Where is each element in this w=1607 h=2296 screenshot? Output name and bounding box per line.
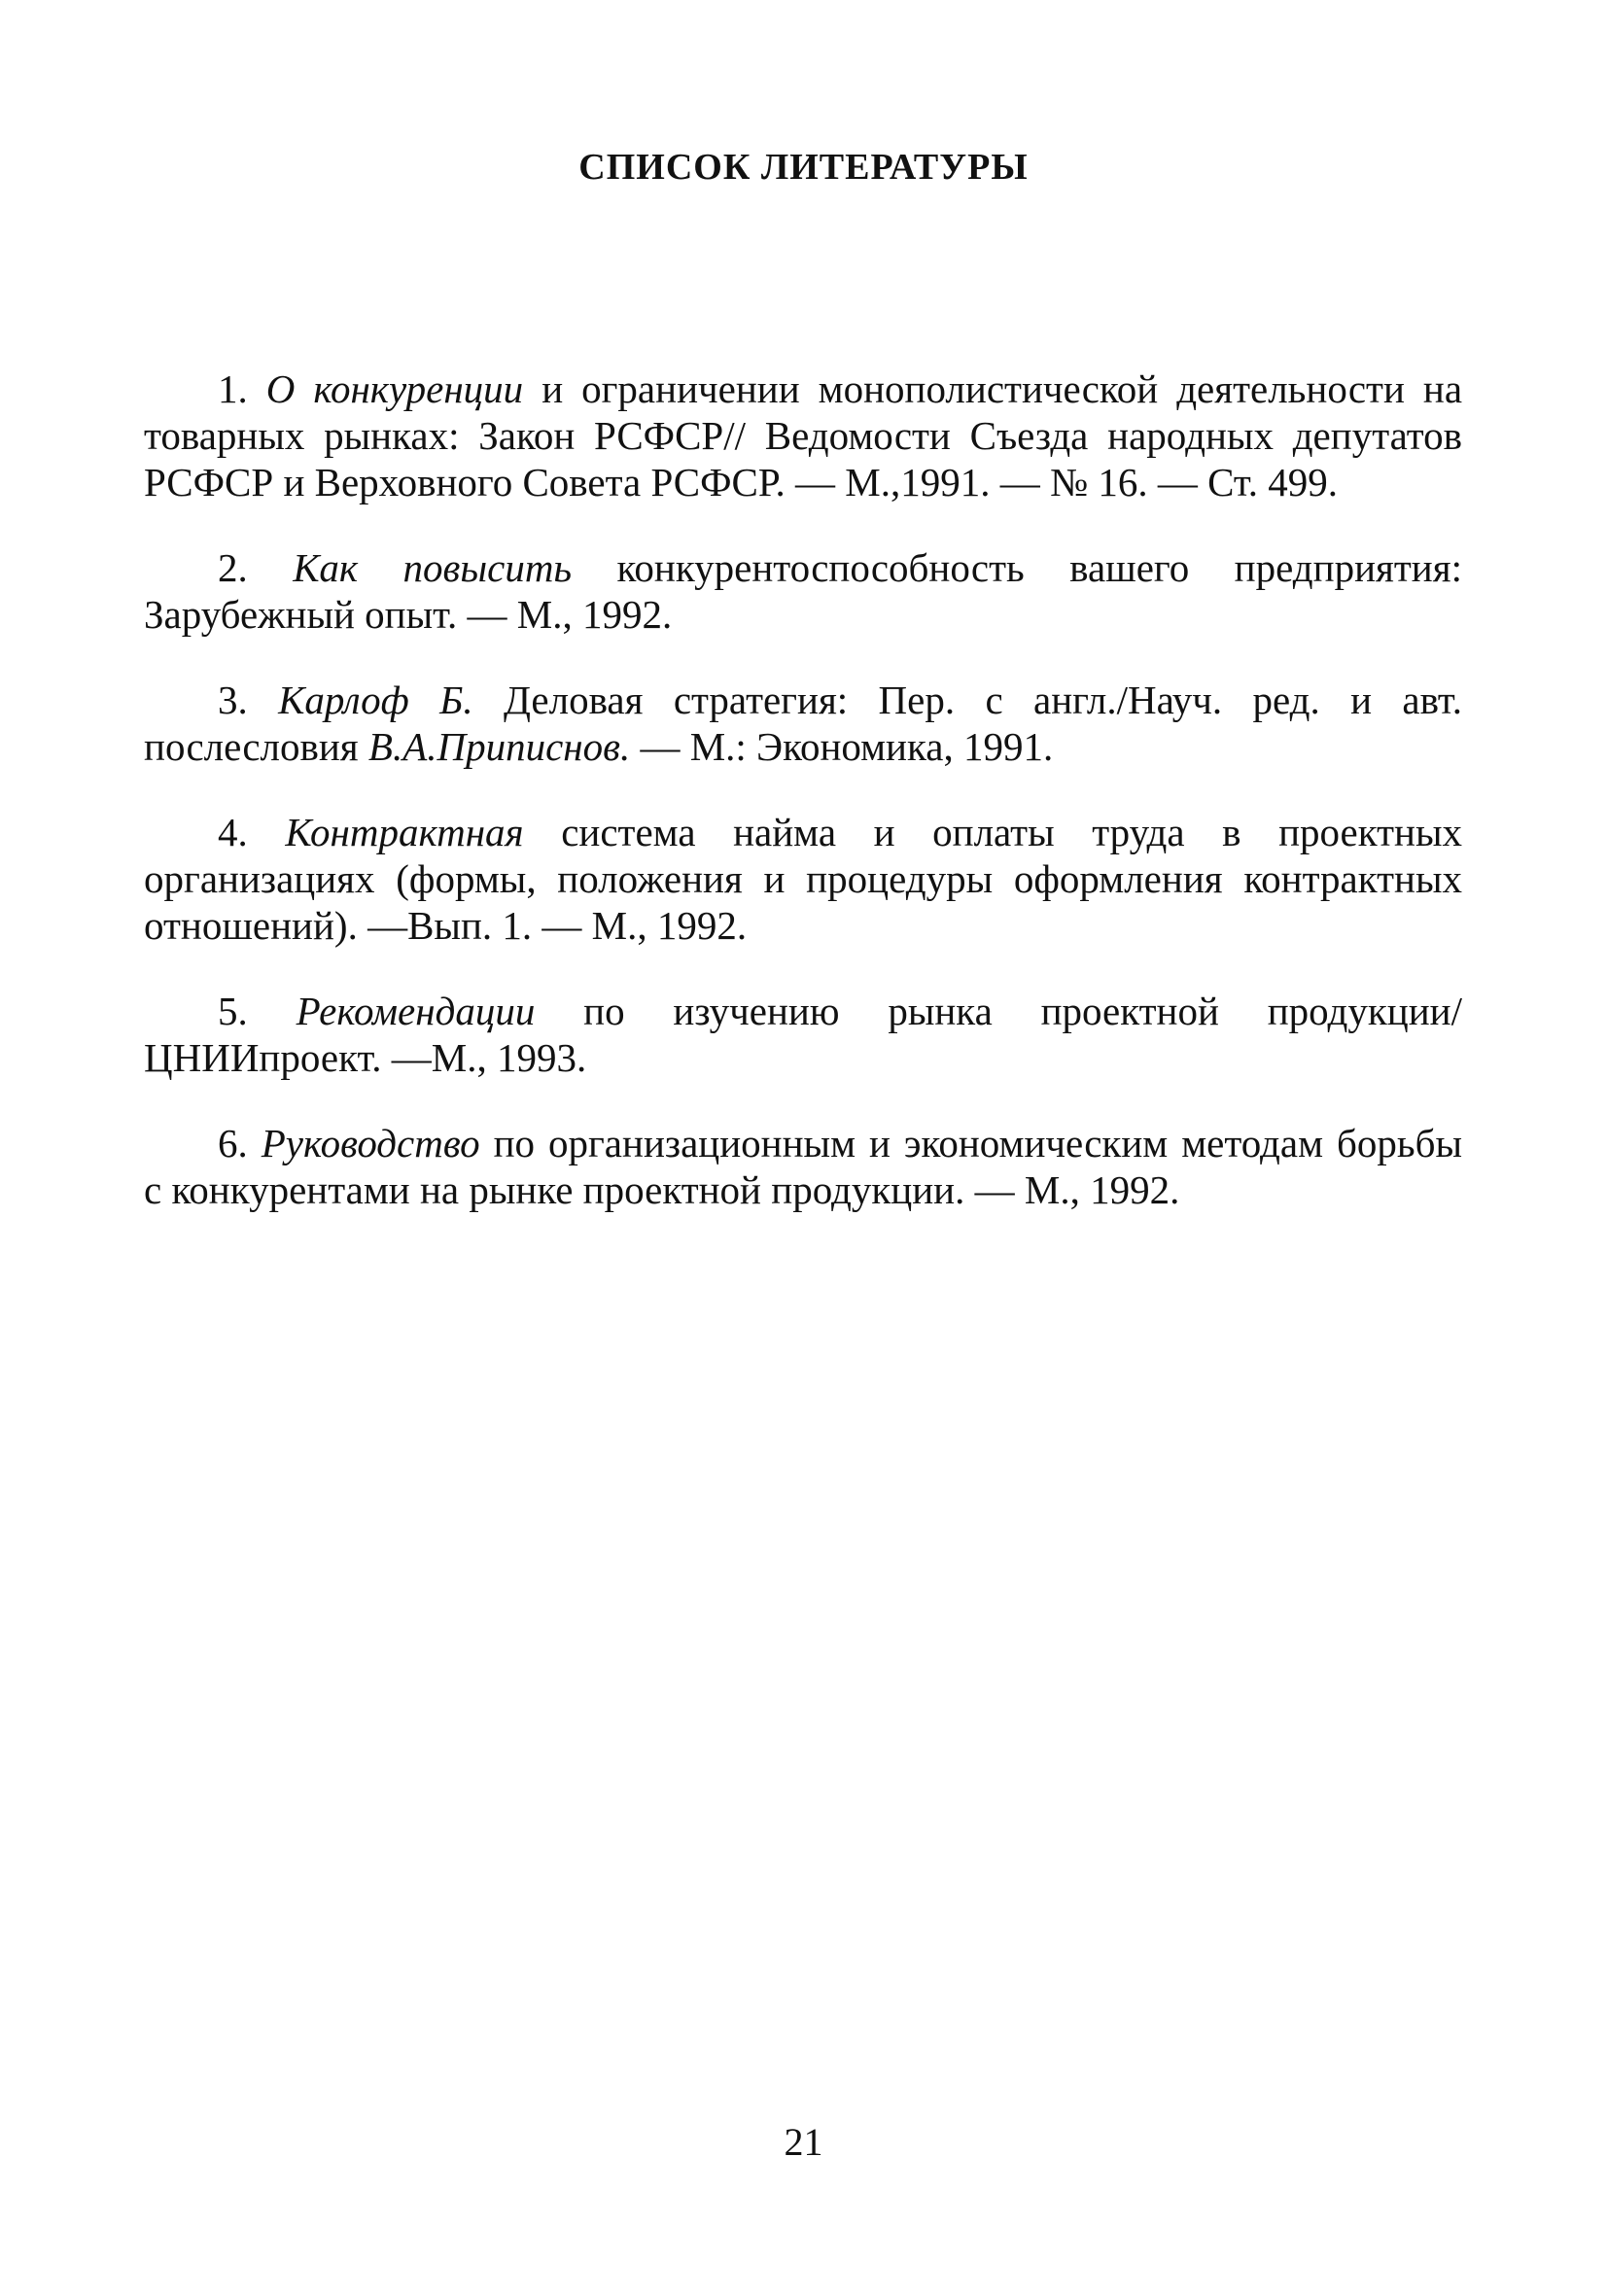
- reference-item: [144, 544, 1462, 638]
- reference-title-lead: Руководство: [261, 1121, 480, 1165]
- reference-title-lead: Рекомендации: [296, 989, 536, 1033]
- reference-item: [144, 365, 1462, 505]
- reference-item: [144, 677, 1462, 770]
- reference-title-lead: Контрактная: [285, 810, 524, 854]
- reference-title-lead: О конкуренции: [265, 366, 524, 411]
- reference-item: [144, 809, 1462, 949]
- page-heading: СПИСОК ЛИТЕРАТУРЫ: [578, 147, 1029, 188]
- reference-number: 3.: [218, 678, 248, 722]
- reference-title-lead: Как повысить: [293, 545, 573, 590]
- reference-number: 4.: [218, 810, 248, 854]
- reference-number: 6.: [218, 1121, 248, 1165]
- reference-text: и ограничении монополистической деятельности на товарных рынках: Закон РСФСР// Ведомости Съезда народных депутатов РСФСР и Верховного Совета РСФСР. — М.,1991. — № 16. — Ст. 499.: [144, 366, 1463, 504]
- reference-item: [144, 988, 1462, 1081]
- reference-number: 2.: [218, 545, 248, 590]
- reference-number: 5.: [218, 989, 248, 1033]
- reference-text: система найма и оплаты труда в проектных организациях (формы, положения и процедуры оформления контрактных отношений). —Вып. 1. — М., 1992.: [144, 810, 1463, 948]
- reference-author: Карлоф Б.: [278, 678, 473, 722]
- reference-text: по изучению рынка проектной продукции/ ЦНИИпроект. —М., 1993.: [144, 989, 1462, 1080]
- reference-list: [144, 365, 1462, 1252]
- reference-text: по организационным и экономическим методам борьбы с конкурентами на рынке проектной продукции. — М., 1992.: [144, 1121, 1462, 1212]
- reference-item: [144, 1120, 1462, 1213]
- reference-number: 1.: [218, 366, 248, 411]
- reference-text: конкурентоспособность вашего предприятия: Зарубежный опыт. — М., 1992.: [144, 545, 1462, 637]
- reference-text-tail: — М.: Экономика, 1991.: [640, 724, 1054, 769]
- reference-text: Деловая стратегия: Пер. с англ./Науч. ред. и авт. послесловия: [144, 678, 1463, 769]
- reference-editor: В.А.Приписнов.: [367, 724, 631, 769]
- page-number: 21: [784, 2120, 823, 2164]
